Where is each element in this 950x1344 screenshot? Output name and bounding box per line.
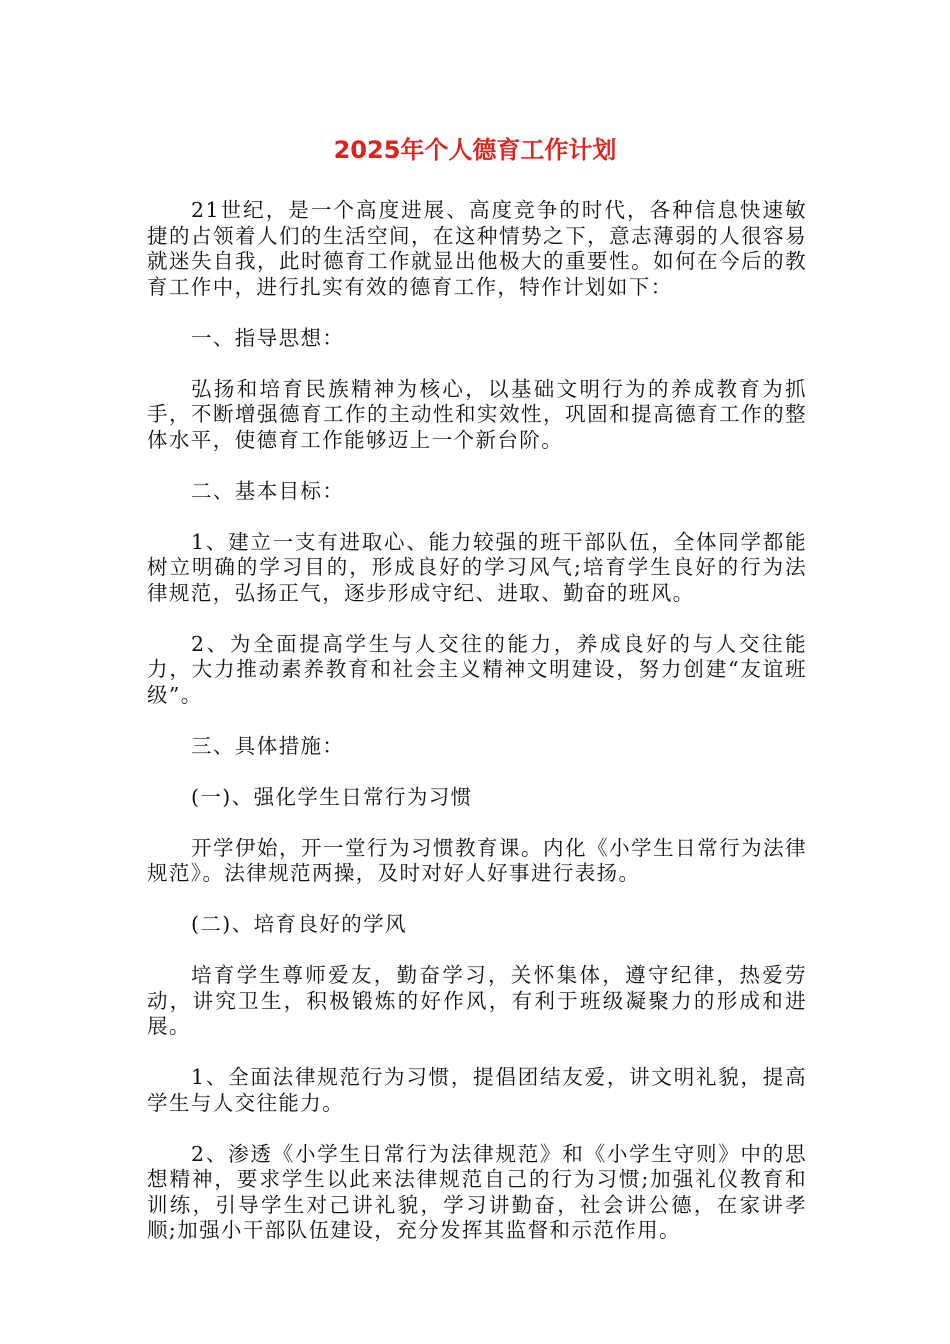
paragraph-guiding-ideology: 弘扬和培育民族精神为核心，以基础文明行为的养成教育为抓手，不断增强德育工作的主动性和实效性，巩固和提高德育工作的整体水平，使德育工作能够迈上一个新台阶。 [147,376,807,452]
document-body [147,198,807,1269]
paragraph-measure-2-item-2: 2、渗透《小学生日常行为法律规范》和《小学生守则》中的思想精神，要求学生以此来法律规范自己的行为习惯;加强礼仪教育和训练，引导学生对己讲礼貌，学习讲勤奋，社会讲公德，在家讲孝顺;加强小干部队伍建设，充分发挥其监督和示范作用。 [147,1141,807,1242]
paragraph-intro: 21世纪，是一个高度进展、高度竞争的时代，各种信息快速敏捷的占领着人们的生活空间，在这种情势之下，意志薄弱的人很容易就迷失自我，此时德育工作就显出他极大的重要性。如何在今后的教育工作中，进行扎实有效的德育工作，特作计划如下： [147,198,807,299]
subheading-measure-2: (二)、培育良好的学风 [191,912,407,936]
document-title: 2025年个人德育工作计划 [333,136,617,164]
heading-guiding-ideology: 一、指导思想： [191,325,345,350]
heading-specific-measures: 三、具体措施： [191,733,345,758]
heading-basic-goals: 二、基本目标： [191,478,345,503]
paragraph-measure-1: 开学伊始，开一堂行为习惯教育课。内化《小学生日常行为法律规范》。法律规范两操，及时对好人好事进行表扬。 [147,835,807,885]
paragraph-measure-2-item-1: 1、全面法律规范行为习惯，提倡团结友爱，讲文明礼貌，提高学生与人交往能力。 [147,1065,807,1115]
paragraph-goal-2: 2、为全面提高学生与人交往的能力，养成良好的与人交往能力，大力推动素养教育和社会主义精神文明建设，努力创建“友谊班级”。 [147,631,807,707]
paragraph-measure-2: 培育学生尊师爱友，勤奋学习，关怀集体，遵守纪律，热爱劳动，讲究卫生，积极锻炼的好作风，有利于班级凝聚力的形成和进展。 [147,963,807,1038]
paragraph-goal-1: 1、建立一支有进取心、能力较强的班干部队伍，全体同学都能树立明确的学习目的，形成良好的学习风气;培育学生良好的行为法律规范，弘扬正气，逐步形成守纪、进取、勤奋的班风。 [147,529,807,605]
subheading-measure-1: (一)、强化学生日常行为习惯 [191,784,473,809]
